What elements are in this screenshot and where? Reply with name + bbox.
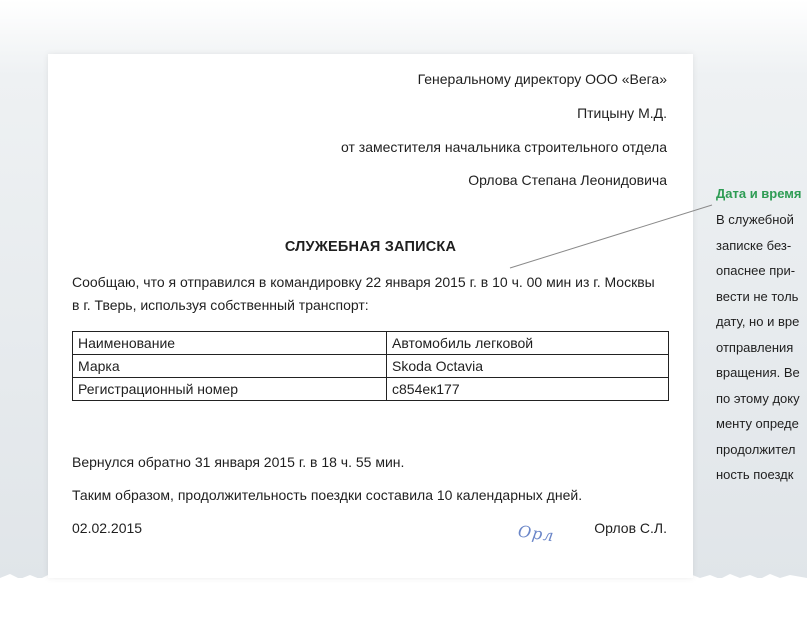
table-cell-value: с854ек177 [387,378,669,401]
body-paragraph-line-2: в г. Тверь, используя собственный транспорт: [72,297,369,313]
recipient-line-2: Птицыну М.Д. [577,105,667,121]
table-row [73,378,669,401]
sidebar-line: по этому доку [716,390,800,406]
table-cell-label: Марка [73,355,387,378]
duration-statement: Таким образом, продолжительность поездки составила 10 календарных дней. [72,487,583,503]
sidebar-line: менту опреде [716,416,799,431]
table-row [73,355,669,378]
memo-document [48,54,693,578]
return-statement: Вернулся обратно 31 января 2015 г. в 18 ч. 55 мин. [72,454,405,470]
sender-line-2: Орлова Степана Леонидовича [468,172,667,188]
sender-line-1: от заместителя начальника строительного отдела [341,139,667,155]
vehicle-table [72,331,669,401]
sidebar-line: продолжител [716,441,796,457]
sidebar-line: В служебной [716,212,794,227]
recipient-line-1: Генеральному директору ООО «Вега» [417,71,667,87]
sidebar-line: записке без- [716,237,792,253]
sidebar-title: Дата и время [716,186,802,201]
signatory-name: Орлов С.Л. [594,520,667,536]
sidebar-line: вести не толь [716,288,799,304]
document-date: 02.02.2015 [72,520,143,536]
table-cell-value: Автомобиль легковой [387,332,669,355]
sidebar-line: дату, но и вре [716,314,800,329]
page-bottom-strip [0,578,807,625]
handwritten-signature: Орл [516,521,556,546]
sidebar-line: отправления [716,339,794,355]
document-title: СЛУЖЕБНАЯ ЗАПИСКА [284,239,457,255]
sidebar-line: ность поездк [716,467,794,482]
table-cell-label: Регистрационный номер [73,378,387,401]
body-paragraph-line-1: Сообщаю, что я отправился в командировку 22 января 2015 г. в 10 ч. 00 мин из г. Москвы [72,274,655,290]
table-cell-label: Наименование [73,332,387,355]
sidebar-note [716,186,807,488]
table-cell-value: Skoda Octavia [387,355,669,378]
sidebar-line: вращения. Ве [716,365,800,380]
sidebar-line: опаснее при- [716,263,796,278]
table-row [73,332,669,355]
